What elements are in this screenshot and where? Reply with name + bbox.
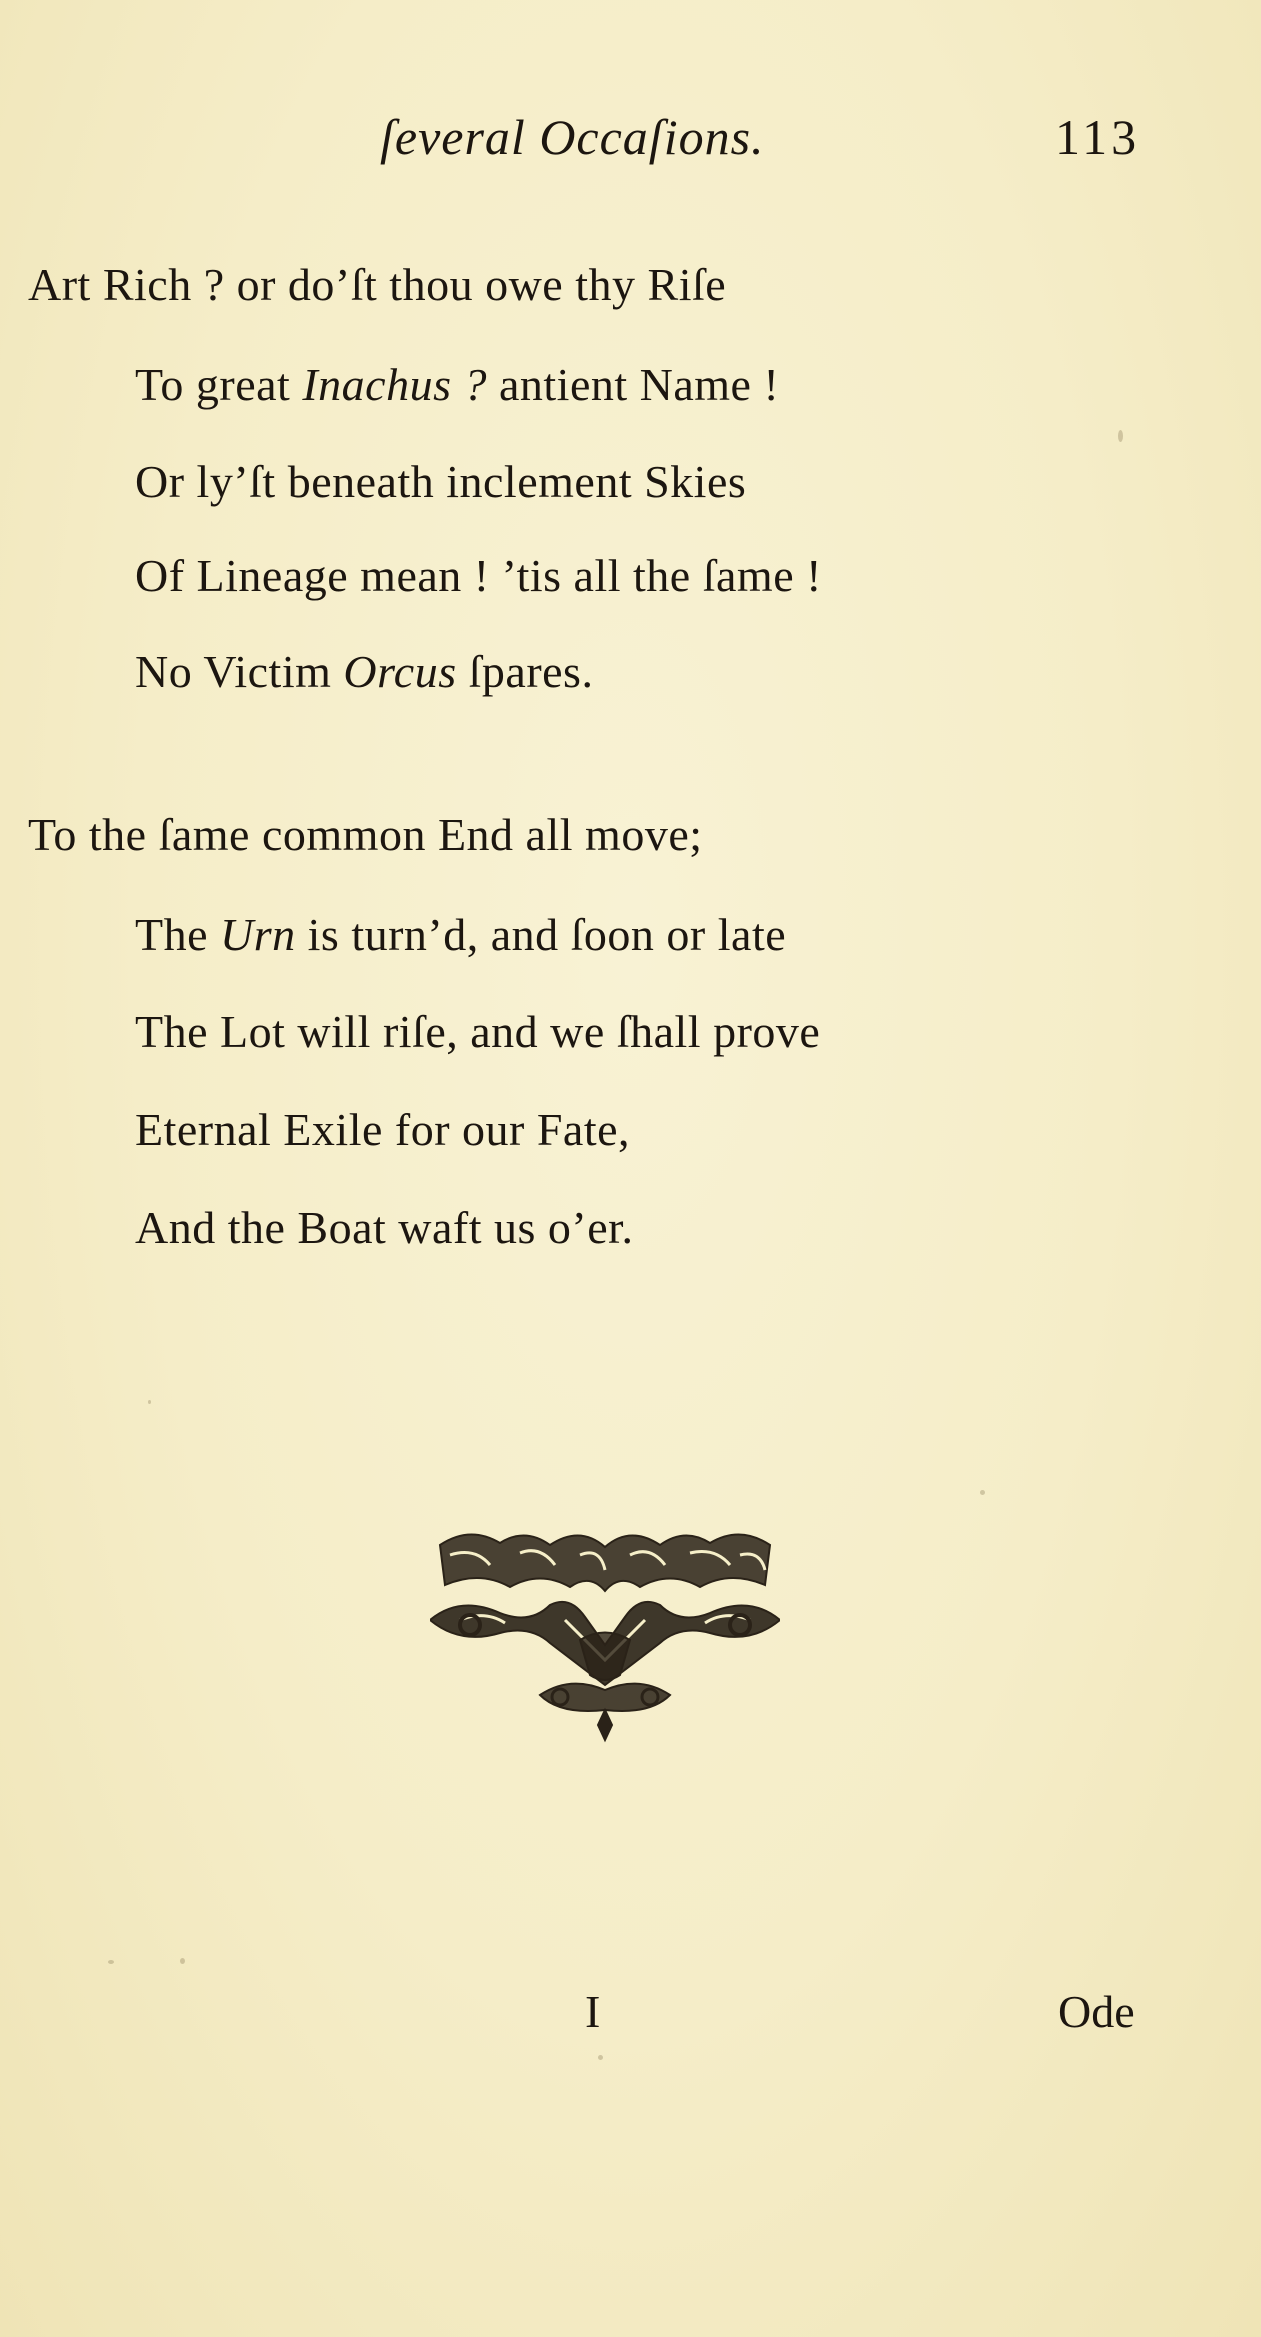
paper-speck	[1118, 430, 1123, 442]
poem-line	[135, 549, 822, 602]
paper-speck	[148, 1400, 151, 1404]
line-text: No Victim	[135, 646, 344, 697]
line-text: Of Lineage mean ! ’tis all the ſame !	[135, 550, 822, 601]
printers-ornament	[430, 1525, 780, 1745]
paper-speck	[598, 2055, 603, 2060]
line-text: The Lot will riſe, and we ſhall prove	[135, 1006, 821, 1057]
poem-line	[135, 358, 779, 411]
paper-speck	[180, 1958, 185, 1964]
poem-line	[135, 908, 786, 961]
italic-word: Urn	[220, 909, 296, 960]
line-text: Or ly’ſt beneath inclement Skies	[135, 456, 747, 507]
italic-word: Orcus	[343, 646, 457, 697]
poem-line	[28, 258, 726, 311]
line-text: Eternal Exile for our Fate,	[135, 1104, 631, 1155]
paper-speck	[980, 1490, 985, 1495]
italic-word: Inachus ?	[302, 359, 487, 410]
poem-line	[135, 1005, 820, 1058]
line-text: To great	[135, 359, 303, 410]
line-text: Art Rich ? or do’ſt thou owe thy Riſe	[28, 259, 727, 310]
line-text: The	[135, 909, 221, 960]
poem-line	[135, 645, 593, 698]
poem-line	[135, 1103, 630, 1156]
poem-line	[135, 455, 746, 508]
paper-speck	[108, 1960, 114, 1964]
line-text: antient Name !	[486, 359, 780, 410]
line-text: is turn’d, and ſoon or late	[295, 909, 787, 960]
signature-mark: I	[585, 1986, 601, 2037]
page-number: 113	[1055, 109, 1141, 165]
poem-line	[28, 808, 703, 861]
poem-line	[135, 1201, 633, 1254]
line-text: ſpares.	[456, 646, 594, 697]
running-title: ſeveral Occaſions.	[380, 109, 765, 165]
catchword: Ode	[1058, 1986, 1135, 2037]
line-text: And the Boat waft us o’er.	[135, 1202, 634, 1253]
line-text: To the ſame common End all move;	[28, 809, 703, 860]
running-head	[0, 108, 1261, 188]
